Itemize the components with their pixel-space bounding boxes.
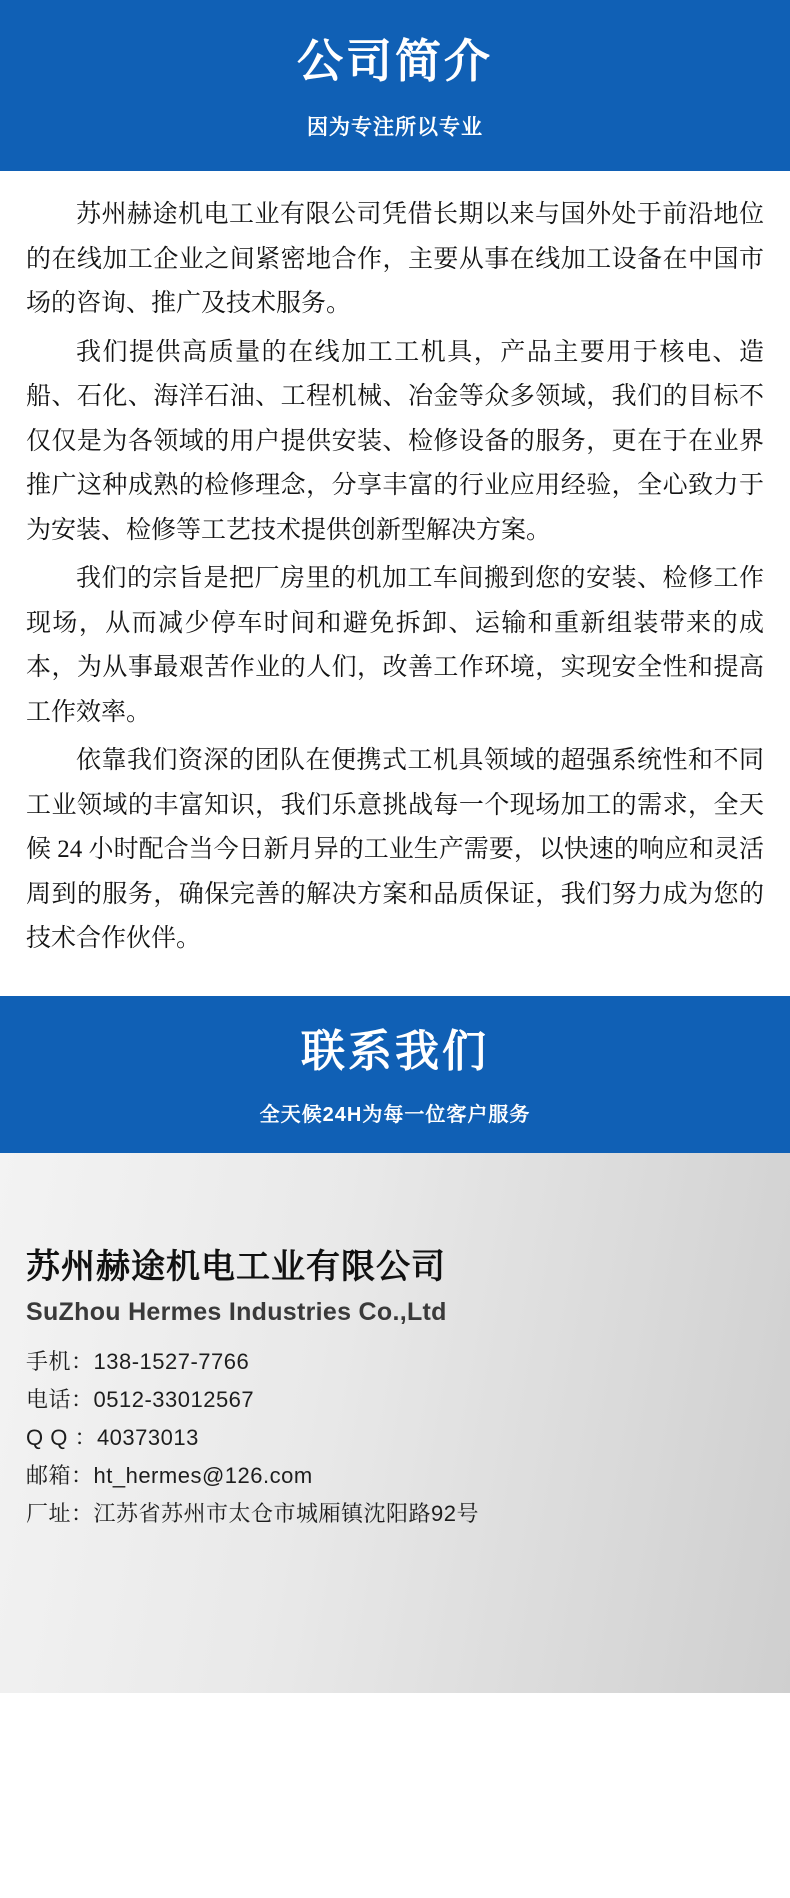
mobile-line: 手机：138-1527-7766 — [26, 1349, 250, 1375]
address-line: 厂址：江苏省苏州市太仓市城厢镇沈阳路92号 — [26, 1500, 479, 1526]
paragraph: 我们提供高质量的在线加工工机具，产品主要用于核电、造船、石化、海洋石油、工程机械、冶金等众多领域，我们的目标不仅仅是为各领域的用户提供安装、检修设备的服务，更在于在业界推广这种成熟的检修理念，分享丰富的行业应用经验，全心致力于为安装、检修等工艺技术提供创新型解决方案。 — [26, 338, 764, 544]
email-line: 邮箱：ht_hermes@126.com — [26, 1462, 313, 1488]
paragraph: 依靠我们资深的团队在便携式工机具领域的超强系统性和不同工业领域的丰富知识，我们乐意挑战每一个现场加工的需求，全天候 24 小时配合当今日新月异的工业生产需要，以快速的响应和灵活周到的服务，确保完善的解决方案和品质保证，我们努力成为您的技术合作伙伴。 — [26, 747, 764, 953]
company-name-cn: 苏州赫途机电工业有限公司 — [26, 1248, 446, 1287]
contact-subtitle: 全天候24H为每一位客户服务 — [259, 1104, 531, 1127]
page-subtitle: 因为专注所以专业 — [307, 116, 483, 140]
page-title: 公司简介 — [297, 35, 493, 87]
contact-banner — [0, 996, 790, 1154]
intro-banner — [0, 0, 790, 171]
company-name-en: SuZhou Hermes Industries Co.,Ltd — [26, 1298, 447, 1327]
contact-title: 联系我们 — [301, 1026, 489, 1076]
qq-line: Q Q ：40373013 — [26, 1425, 199, 1451]
paragraph: 苏州赫途机电工业有限公司凭借长期以来与国外处于前沿地位的在线加工企业之间紧密地合作，主要从事在线加工设备在中国市场的咨询、推广及技术服务。 — [26, 201, 764, 318]
profile-body — [0, 171, 790, 982]
phone-line: 电话：0512-33012567 — [26, 1387, 255, 1413]
contact-details — [0, 1153, 790, 1693]
paragraph: 我们的宗旨是把厂房里的机加工车间搬到您的安装、检修工作现场，从而减少停车时间和避免拆卸、运输和重新组装带来的成本，为从事最艰苦作业的人们，改善工作环境，实现安全性和提高工作效率。 — [26, 565, 764, 726]
